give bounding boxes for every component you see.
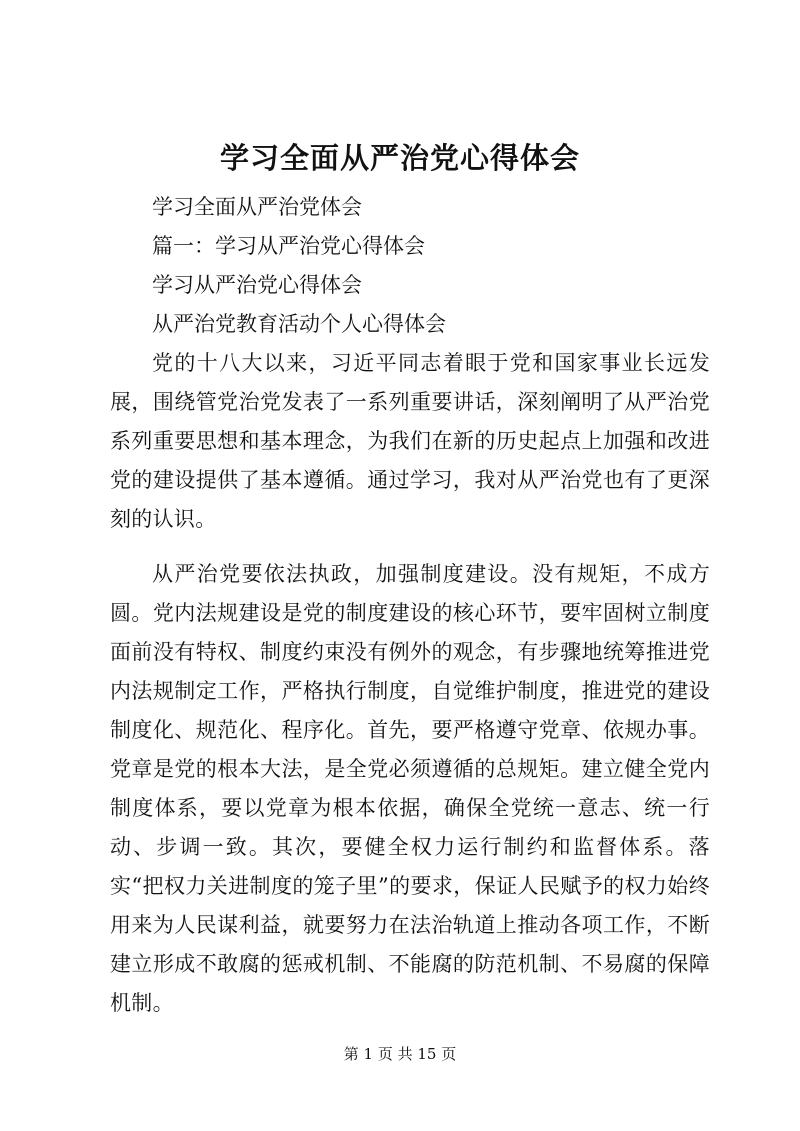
paragraph-spacer	[110, 539, 710, 555]
heading-line: 从严治党教育活动个人心得体会	[152, 312, 446, 336]
document-title: 学习全面从严治党心得体会	[219, 141, 580, 175]
heading-line: 学习从严治党心得体会	[152, 273, 362, 297]
heading-line: 学习全面从严治党体会	[152, 195, 362, 219]
body-paragraph: 从严治党要依法执政，加强制度建设。没有规矩，不成方圆。党内法规建设是党的制度建设的核心环节，要牢固树立制度面前没有特权、制度约束没有例外的观念，有步骤地统筹推进党内法规制定工作，严格执行制度，自觉维护制度，推进党的建设制度化、规范化、程序化。首先，要严格遵守党章、依规办事。党章是党的根本大法，是全党必须遵循的总规矩。建立健全党内制度体系，要以党章为根本依据，确保全党统一意志、统一行动、步调一致。其次，要健全权力运行制约和监督体系。落实“把权力关进制度的笼子里”的要求，保证人民赋予的权力始终用来为人民谋利益，就要努力在法治轨道上推动各项工作，不断建立形成不敢腐的惩戒机制、不能腐的防范机制、不易腐的保障机制。	[110, 562, 710, 1015]
document-body	[110, 188, 710, 1023]
heading-line: 篇一：学习从严治党心得体会	[152, 234, 425, 258]
page-indicator: 第 1 页 共 15 页	[343, 1045, 457, 1063]
body-paragraph: 党的十八大以来，习近平同志着眼于党和国家事业长远发展，围绕管党治党发表了一系列重要讲话，深刻阐明了从严治党系列重要思想和基本理念，为我们在新的历史起点上加强和改进党的建设提供了基本遵循。通过学习，我对从严治党也有了更深刻的认识。	[110, 351, 710, 531]
